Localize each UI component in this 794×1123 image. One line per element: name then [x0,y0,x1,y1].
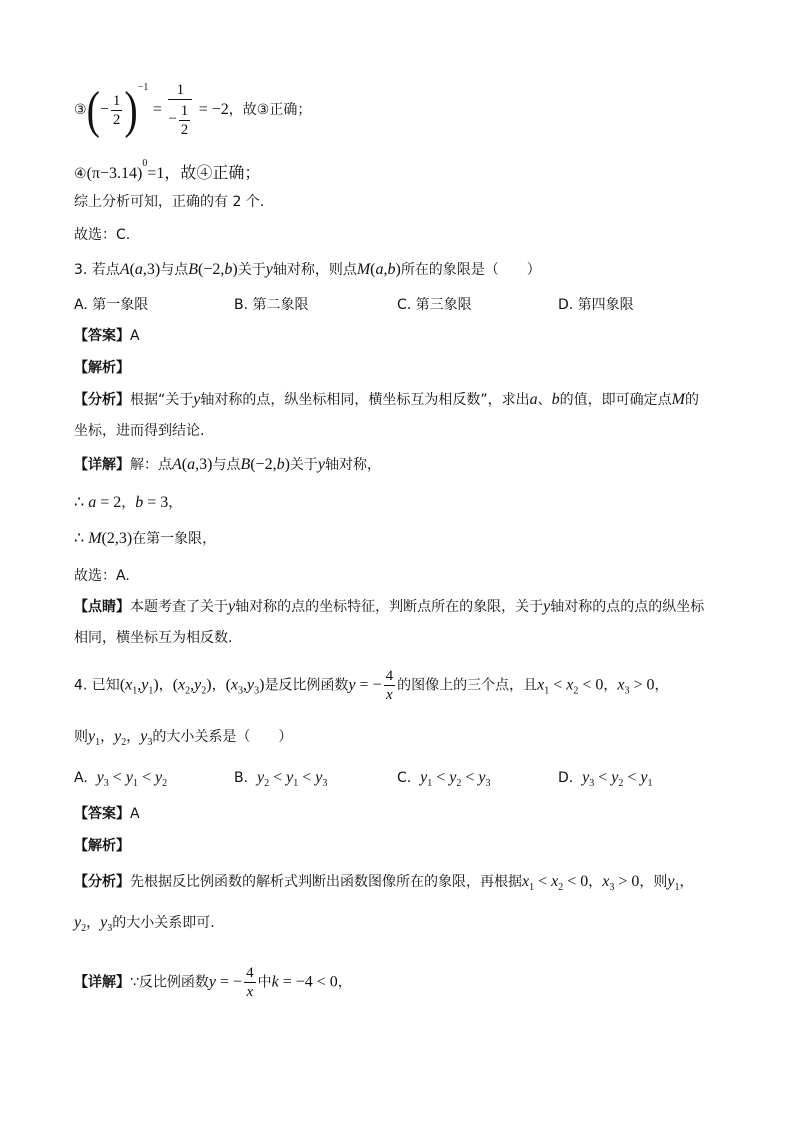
q4-xj-2: 中 [257,974,272,991]
q3-xj-line3-tail: 在第一象限， [132,531,217,547]
exponent-zero: 0 [142,158,148,169]
q4-xj-1: ∵反比例函数 [130,974,209,991]
q4-stem-line2: 则$y_1$，$y_2$，$y_3$的大小关系是（ ） [74,728,293,748]
q3-option-c[interactable]: C. 第三象限 [397,297,472,313]
q4-fenxi: 【分析】先根据反比例函数的解析式判断出函数图像所在的象限，再根据$x_1 < x_2 < 0$，$x_3 > 0$，则$y_1$， [74,873,694,893]
q4-option-c[interactable]: C. $y_1 < y_2 < y_3$ [397,769,491,789]
minus: − [99,101,109,118]
q3-fenxi-4: 的 [684,392,699,408]
q4-fenxi-1: 先根据反比例函数的解析式判断出函数图像所在的象限，再根据 [130,874,522,890]
fraction-reciprocal: 1 − $\frac{1}{2}$ [168,81,192,139]
q3-xj-3: 关于 [289,457,318,473]
answer-value: A [130,328,140,344]
q4-option-b[interactable]: B. $y_2 < y_1 < y_3$ [234,769,328,789]
fenxi-tag: 【分析】 [74,392,130,408]
q3-stem-a: 3. 若点 [74,262,120,278]
fraction-4-over-x-2: $\frac{4}{x}$ [246,965,254,1000]
answer-tag: 【答案】 [74,806,130,822]
item4-label: ④ [74,166,87,182]
q4-xiangjie: 【详解】∵反比例函数y = − $\frac{4}{x}$ 中k = −4 < 0， [74,965,352,1000]
q3-stem-b: 与点 [160,262,189,278]
q4-stem-line2-a: 则 [74,729,88,745]
q3-fenxi-1: 根据“关于 [130,392,194,408]
q3-stem-d: 轴对称，则点 [272,262,357,278]
q3-stem-c: 关于 [237,262,266,278]
choice-prev: 故选：C. [74,227,131,243]
q3-stem-e: 所在的象限是（ ） [400,262,541,278]
q4-answer [74,804,140,824]
q4-fenxi-line2-text: 的大小关系即可. [112,915,215,931]
opt-label: B. [234,770,249,786]
q3-dianjing: 【点睛】本题考查了关于y轴对称的点的坐标特征，判断点所在的象限，关于y轴对称的点的点的纵坐标 [74,598,705,615]
item3-tail: ，故③正确； [228,102,312,118]
q3-dj-line2: 相同，横坐标互为相反数. [74,630,233,646]
q4-stem-b: 是反比例函数 [264,677,349,694]
q3-dj-2: 轴对称的点的坐标特征，判断点所在的象限，关于 [235,599,544,615]
q4-stem-c: 的图像上的三个点，且 [397,677,538,694]
opt-label: D. [558,770,574,786]
opt-label: C. [397,770,412,786]
q3-xj-line3: ∴ M(2,3)在第一象限， [74,530,217,547]
q4-stem: 4. 已知$(x_1,y_1)$，$(x_2,y_2)$，$(x_3,y_3)$是反比例函数y = − $\frac{4}{x}$ 的图像上的三个点，且$x_1 < x_2 < 0$，$x_3 > 0$， [74,668,669,703]
q3-stem: 3. 若点A(a,3)与点B(−2,b)关于y轴对称，则点M(a,b)所在的象限是（ ） [74,261,541,278]
xiangjie-tag: 【详解】 [74,457,130,473]
q3-fenxi-line2: 坐标，进而得到结论. [74,423,205,439]
q3-choice: 故选：A. [74,568,130,584]
opt-label: A. [74,770,88,786]
item3-line [74,78,311,139]
q3-fenxi: 【分析】根据“关于y轴对称的点，纵坐标相同，横坐标互为相反数”，求出a、b的值，即可确定点M的 [74,391,699,408]
q4-option-d[interactable]: D. $y_3 < y_2 < y_1$ [558,769,653,789]
q3-xj-line2: ∴ a = 2，b = 3， [74,494,183,511]
q3-fenxi-2: 轴对称的点，纵坐标相同，横坐标互为相反数”，求出 [200,392,530,408]
item3-label: ③ [74,102,87,118]
q4-fenxi-2: ，则 [639,874,668,890]
q4-analysis-tag: 【解析】 [74,838,130,854]
q3-dj-1: 本题考查了关于 [130,599,228,615]
q3-xj-2: 与点 [212,457,241,473]
fenxi-tag: 【分析】 [74,874,130,890]
q3-xj-4: 轴对称， [325,457,382,473]
q3-xj-1: 解：点 [130,457,172,473]
q4-stem-line2-b: 的大小关系是（ ） [152,729,293,745]
fraction-4-over-x: $\frac{4}{x}$ [385,668,394,703]
summary-line: 综上分析可知，正确的有 2 个. [74,194,265,210]
dianjing-tag: 【点睛】 [74,599,130,615]
answer-tag: 【答案】 [74,328,130,344]
q3-dj-3: 轴对称的点的点的纵坐标 [550,599,705,615]
q3-option-b[interactable]: B. 第二象限 [234,297,309,313]
item4-tail: =1，故④正确； [147,165,261,182]
q4-fenxi-line2: $y_2$，$y_3$的大小关系即可. [74,914,215,934]
result: = −2 [198,101,229,118]
q3-xj-line2-tail: ， [168,495,183,511]
answer-value: A [130,806,140,822]
xiangjie-tag: 【详解】 [74,974,130,991]
equals: = [152,101,162,118]
q3-analysis-tag: 【解析】 [74,360,130,376]
q3-xiangjie: 【详解】解：点A(a,3)与点B(−2,b)关于y轴对称， [74,456,382,473]
item4-line [74,154,260,184]
paren-close: ) [124,80,138,139]
q3-fenxi-3: 的值，即可确定点 [559,392,672,408]
q3-answer [74,326,140,346]
item4-expr: (π−3.14) [86,165,143,182]
fraction-half: $\frac{1}{2}$ [112,92,121,128]
exponent: −1 [137,82,149,93]
paren-open: ( [86,80,100,139]
q4-option-a[interactable]: A. $y_3 < y_1 < y_2$ [74,769,168,789]
q3-option-a[interactable]: A. 第一象限 [74,297,149,313]
q3-option-d[interactable]: D. 第四象限 [558,297,634,313]
q4-stem-a: 4. 已知 [74,677,120,694]
